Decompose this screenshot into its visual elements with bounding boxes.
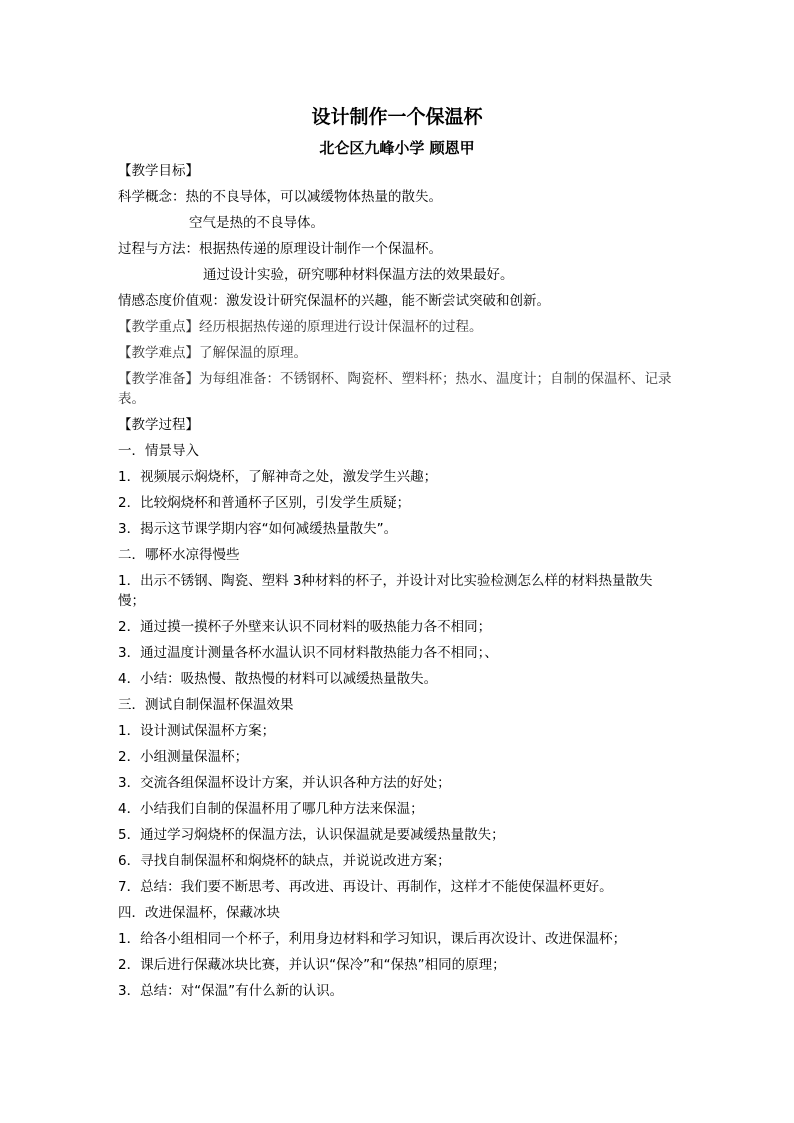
list-item: 1．出示不锈钢、陶瓷、塑料 3种材料的杯子，并设计对比实验检测怎么样的材料热量散失慢； bbox=[118, 573, 653, 609]
section-heading: 二．哪杯水凉得慢些 bbox=[118, 547, 240, 563]
list-item: 2．比较焖烧杯和普通杯子区别，引发学生质疑； bbox=[118, 495, 411, 511]
document-title: 设计制作一个保温杯 bbox=[311, 106, 483, 128]
list-item: 2．小组测量保温杯； bbox=[118, 749, 249, 765]
text-line: 【教学难点】了解保温的原理。 bbox=[118, 345, 307, 361]
text-line: 【教学准备】为每组准备：不锈钢杯、陶瓷杯、塑料杯；热水、温度计；自制的保温杯、记录表。 bbox=[118, 371, 672, 407]
section-heading-process: 【教学过程】 bbox=[118, 417, 199, 433]
list-item: 4．小结我们自制的保温杯用了哪几种方法来保温； bbox=[118, 801, 424, 817]
list-item: 3．总结：对“保温”有什么新的认识。 bbox=[118, 983, 344, 999]
section-heading-objectives: 【教学目标】 bbox=[118, 163, 199, 179]
list-item: 3．揭示这节课学期内容“如何减缓热量散失”。 bbox=[118, 521, 398, 537]
list-item: 3．交流各组保温杯设计方案，并认识各种方法的好处； bbox=[118, 775, 451, 791]
section-heading: 一．情景导入 bbox=[118, 443, 199, 459]
list-item: 2．课后进行保藏冰块比赛，并认识“保冷”和“保热”相同的原理； bbox=[118, 957, 506, 973]
section-heading: 四．改进保温杯，保藏冰块 bbox=[118, 905, 280, 921]
list-item: 1．设计测试保温杯方案； bbox=[118, 723, 276, 739]
text-line: 情感态度价值观：激发设计研究保温杯的兴趣，能不断尝试突破和创新。 bbox=[118, 293, 550, 309]
list-item: 1．视频展示焖烧杯，了解神奇之处，激发学生兴趣； bbox=[118, 469, 438, 485]
text-line: 【教学重点】经历根据热传递的原理进行设计保温杯的过程。 bbox=[118, 319, 483, 335]
list-item: 5．通过学习焖烧杯的保温方法，认识保温就是要减缓热量散失； bbox=[118, 827, 505, 843]
text-line: 通过设计实验，研究哪种材料保温方法的效果最好。 bbox=[203, 267, 514, 283]
text-line: 科学概念：热的不良导体，可以减缓物体热量的散失。 bbox=[118, 189, 442, 205]
list-item: 3．通过温度计测量各杯水温认识不同材料散热能力各不相同；、 bbox=[118, 645, 498, 661]
list-item: 6．寻找自制保温杯和焖烧杯的缺点，并说说改进方案； bbox=[118, 853, 451, 869]
list-item: 7．总结：我们要不断思考、再改进、再设计、再制作，这样才不能使保温杯更好。 bbox=[118, 879, 613, 895]
document-subtitle: 北仑区九峰小学 顾恩甲 bbox=[319, 139, 475, 157]
list-item: 2．通过摸一摸杯子外壁来认识不同材料的吸热能力各不相同； bbox=[118, 619, 492, 635]
text-line: 过程与方法：根据热传递的原理设计制作一个保温杯。 bbox=[118, 241, 442, 257]
section-heading: 三．测试自制保温杯保温效果 bbox=[118, 697, 294, 713]
list-item: 1．给各小组相同一个杯子，利用身边材料和学习知识，课后再次设计、改进保温杯； bbox=[118, 931, 627, 947]
text-line: 空气是热的不良导体。 bbox=[189, 215, 324, 231]
list-item: 4．小结：吸热慢、散热慢的材料可以减缓热量散失。 bbox=[118, 671, 438, 687]
